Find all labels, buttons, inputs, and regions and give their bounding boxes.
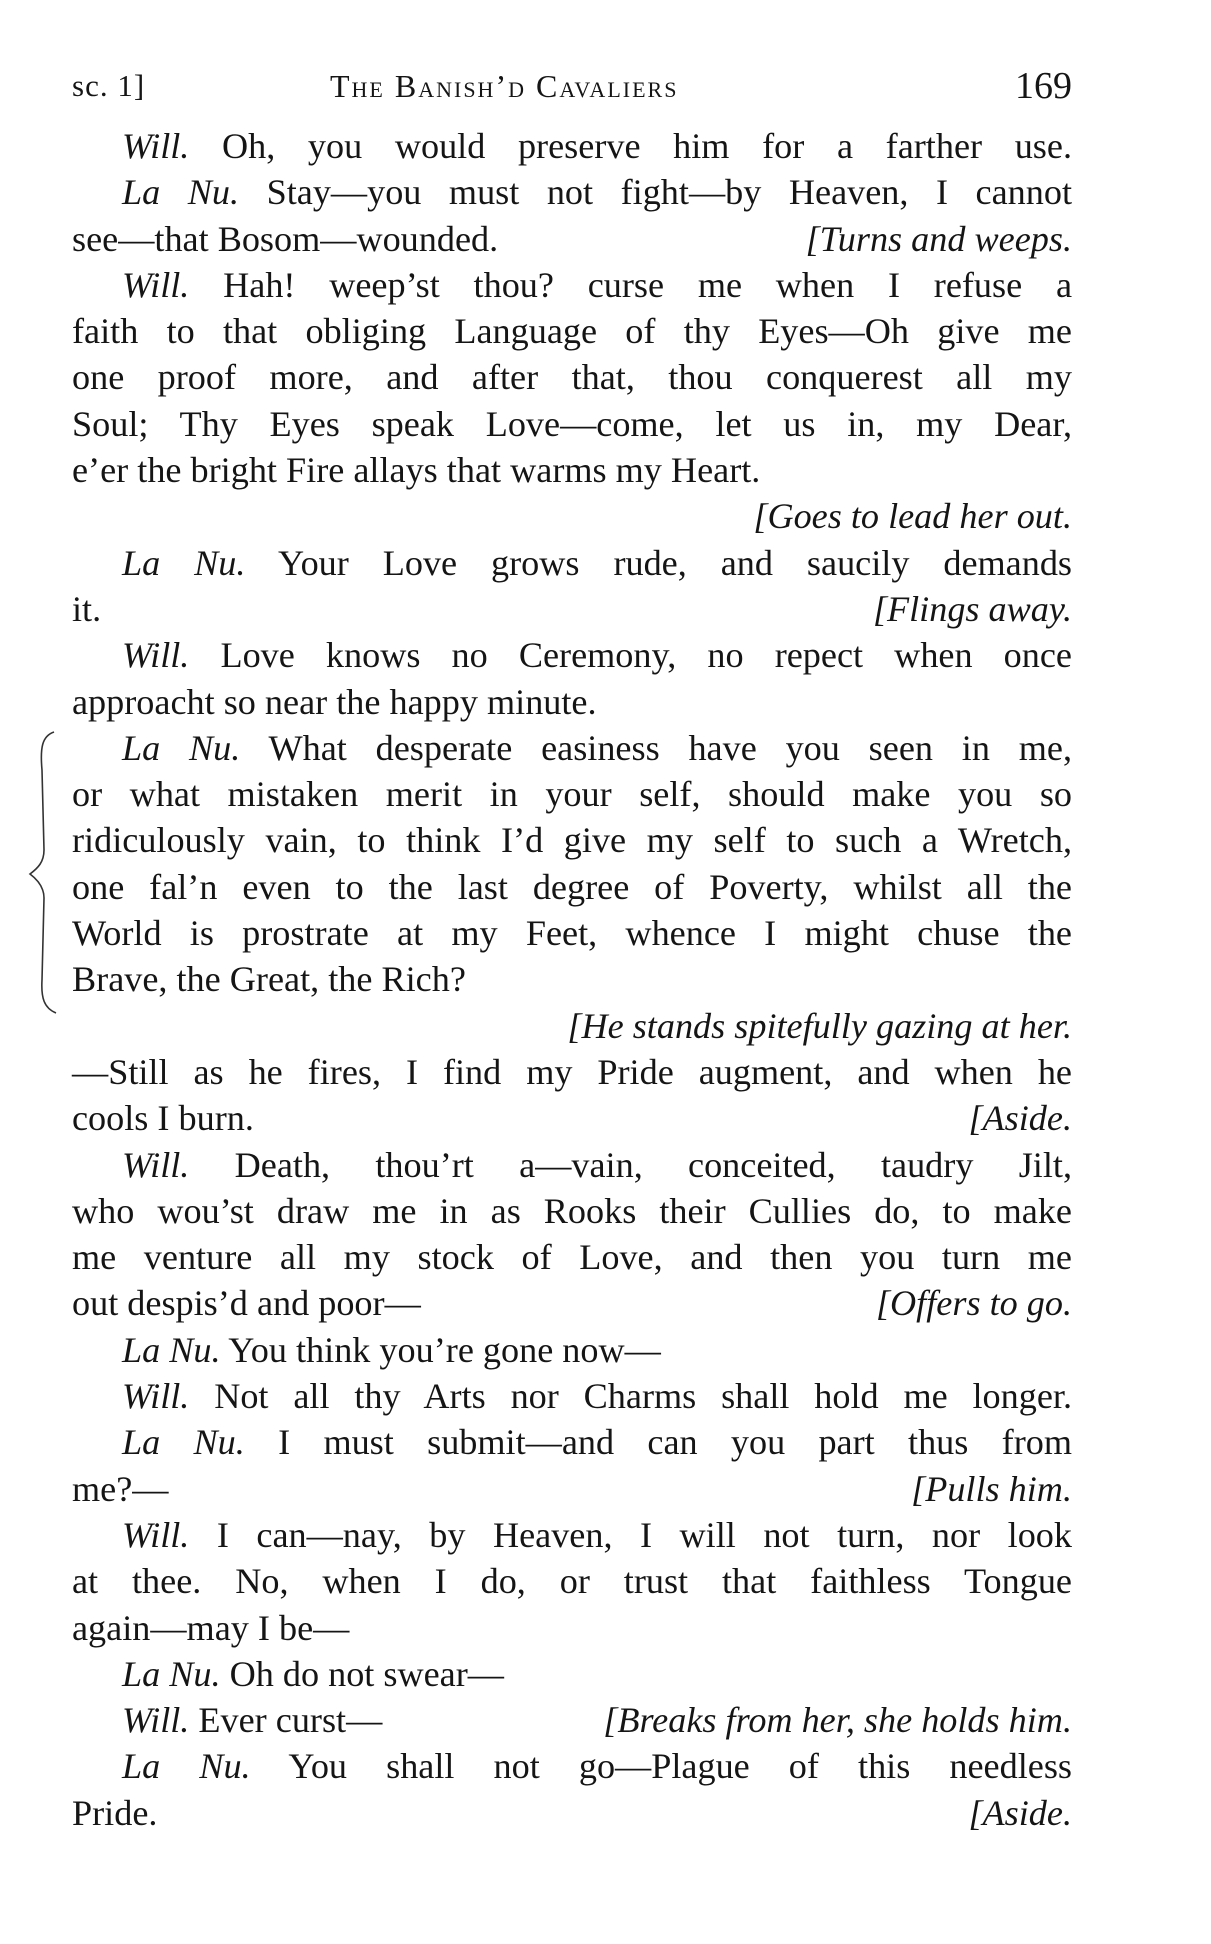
dialogue-line — [72, 771, 1072, 817]
speech-text: again—may I be— — [72, 1607, 350, 1648]
speech-text: Pride. — [72, 1792, 158, 1833]
speaker-name: La Nu. — [122, 1329, 221, 1370]
stage-direction-line — [72, 493, 1072, 539]
speech-text: Your Love grows rude, and saucily demands — [245, 542, 1073, 583]
speaker-name: La Nu. — [122, 172, 240, 213]
dialogue-line — [72, 632, 1072, 678]
speaker-name: Will. — [122, 1514, 190, 1555]
speech-text: cools I burn. — [72, 1098, 254, 1139]
speaker-name: La Nu. — [122, 1653, 221, 1694]
dialogue-line — [72, 354, 1072, 400]
speech-text: World is prostrate at my Feet, whence I might chuse the — [72, 913, 1072, 954]
speaker-name: Will. — [122, 1700, 190, 1741]
dialogue-line — [72, 262, 1072, 308]
dialogue-line — [72, 679, 1072, 725]
speech-text: faith to that obliging Language of thy Eyes—Oh give me — [72, 311, 1072, 352]
dialogue-line — [72, 586, 1072, 632]
dialogue-line — [72, 308, 1072, 354]
speech-text: You think you’re gone now— — [220, 1329, 661, 1370]
speech-text: I must submit—and can you part thus from — [244, 1422, 1072, 1463]
speech-text: it. — [72, 588, 102, 629]
speech-text: Oh, you would preserve him for a farther use. — [189, 126, 1072, 166]
speech-text: e’er the bright Fire allays that warms my Heart. — [72, 450, 761, 491]
speaker-name: Will. — [122, 1144, 190, 1185]
speaker-name: La Nu. — [122, 542, 246, 583]
speech-text: Death, thou’rt a—vain, conceited, taudry Jilt, — [189, 1144, 1072, 1185]
speech-text: at thee. No, when I do, or trust that faithless Tongue — [72, 1561, 1072, 1602]
left-margin-brace — [22, 730, 72, 1015]
speech-text: Love knows no Ceremony, no repect when once — [189, 635, 1072, 676]
speech-text: one proof more, and after that, thou conquerest all my — [72, 357, 1072, 398]
dialogue-line — [72, 1049, 1072, 1095]
stage-direction: [Breaks from her, she holds him. — [603, 1700, 1072, 1741]
speech-text: one fal’n even to the last degree of Poverty, whilst all the — [72, 866, 1072, 907]
section-marker: sc. 1] — [72, 68, 146, 103]
speaker-name: La Nu. — [122, 1422, 245, 1463]
dialogue-line — [72, 1327, 1072, 1373]
stage-direction: [Goes to lead her out. — [753, 496, 1072, 537]
speech-text: You shall not go—Plague of this needless — [250, 1746, 1072, 1787]
dialogue-line — [72, 1743, 1072, 1789]
dialogue-line — [72, 540, 1072, 586]
dialogue-line — [72, 1605, 1072, 1651]
running-header — [72, 60, 1072, 120]
dialogue-line — [72, 1558, 1072, 1604]
speech-text: What desperate easiness have you seen in me, — [240, 727, 1072, 768]
speech-text: me?— — [72, 1468, 169, 1509]
stage-direction: [Aside. — [968, 1792, 1072, 1833]
stage-direction: [Aside. — [968, 1098, 1072, 1139]
speaker-name: La Nu. — [122, 1746, 251, 1787]
dialogue-line — [72, 956, 1072, 1002]
stage-direction: [He stands spitefully gazing at her. — [567, 1005, 1072, 1046]
stage-direction: [Offers to go. — [875, 1283, 1072, 1324]
stage-direction: [Pulls him. — [911, 1468, 1072, 1509]
speaker-name: Will. — [122, 126, 190, 166]
dialogue-line — [72, 1697, 1072, 1743]
dialogue-line — [72, 1419, 1072, 1465]
speech-text: who wou’st draw me in as Rooks their Cullies do, to make — [72, 1190, 1072, 1231]
dialogue-line — [72, 169, 1072, 215]
dialogue-line — [72, 1651, 1072, 1697]
stage-direction-line — [72, 1003, 1072, 1049]
dialogue-line — [72, 1280, 1072, 1326]
dialogue-line — [72, 1142, 1072, 1188]
speech-text: approacht so near the happy minute. — [72, 681, 597, 722]
dialogue-line — [72, 1095, 1072, 1141]
speech-text: see—that Bosom—wounded. — [72, 218, 499, 259]
speech-text: Stay—you must not fight—by Heaven, I cannot — [239, 172, 1073, 213]
dialogue-line — [72, 1790, 1072, 1836]
dialogue-line — [72, 401, 1072, 447]
dialogue-line — [72, 910, 1072, 956]
stage-direction: [Turns and weeps. — [805, 218, 1072, 259]
dialogue-line — [72, 1466, 1072, 1512]
speech-text: —Still as he fires, I find my Pride augment, and when he — [72, 1051, 1072, 1092]
running-title: The Banish’d Cavaliers — [330, 68, 679, 104]
dialogue-line — [72, 1512, 1072, 1558]
dialogue-line — [72, 725, 1072, 771]
dialogue-line — [72, 1373, 1072, 1419]
play-text — [72, 123, 1072, 1836]
speech-text: Ever curst— — [189, 1700, 383, 1741]
speaker-name: Will. — [122, 635, 190, 676]
speech-text: Brave, the Great, the Rich? — [72, 959, 466, 1000]
speech-text: ridiculously vain, to think I’d give my self to such a Wretch, — [72, 820, 1072, 861]
speech-text: I can—nay, by Heaven, I will not turn, nor look — [189, 1514, 1072, 1555]
dialogue-line — [72, 216, 1072, 262]
dialogue-line — [72, 864, 1072, 910]
speech-text: Not all thy Arts nor Charms shall hold me longer. — [189, 1376, 1072, 1417]
dialogue-line — [72, 817, 1072, 863]
speech-text: me venture all my stock of Love, and then you turn me — [72, 1237, 1072, 1278]
speech-text: Hah! weep’st thou? curse me when I refuse a — [189, 264, 1072, 305]
speaker-name: La Nu. — [122, 727, 241, 768]
speech-text: Soul; Thy Eyes speak Love—come, let us in, my Dear, — [72, 403, 1072, 444]
speech-text: or what mistaken merit in your self, should make you so — [72, 774, 1072, 815]
speech-text: out despis’d and poor— — [72, 1283, 421, 1324]
dialogue-line — [72, 1188, 1072, 1234]
speech-text: Oh do not swear— — [220, 1653, 504, 1694]
speaker-name: Will. — [122, 264, 190, 305]
dialogue-line — [72, 1234, 1072, 1280]
stage-direction: [Flings away. — [872, 588, 1072, 629]
page-number: 169 — [1015, 65, 1072, 107]
speaker-name: Will. — [122, 1376, 190, 1417]
dialogue-line — [72, 447, 1072, 493]
dialogue-line — [72, 123, 1072, 169]
